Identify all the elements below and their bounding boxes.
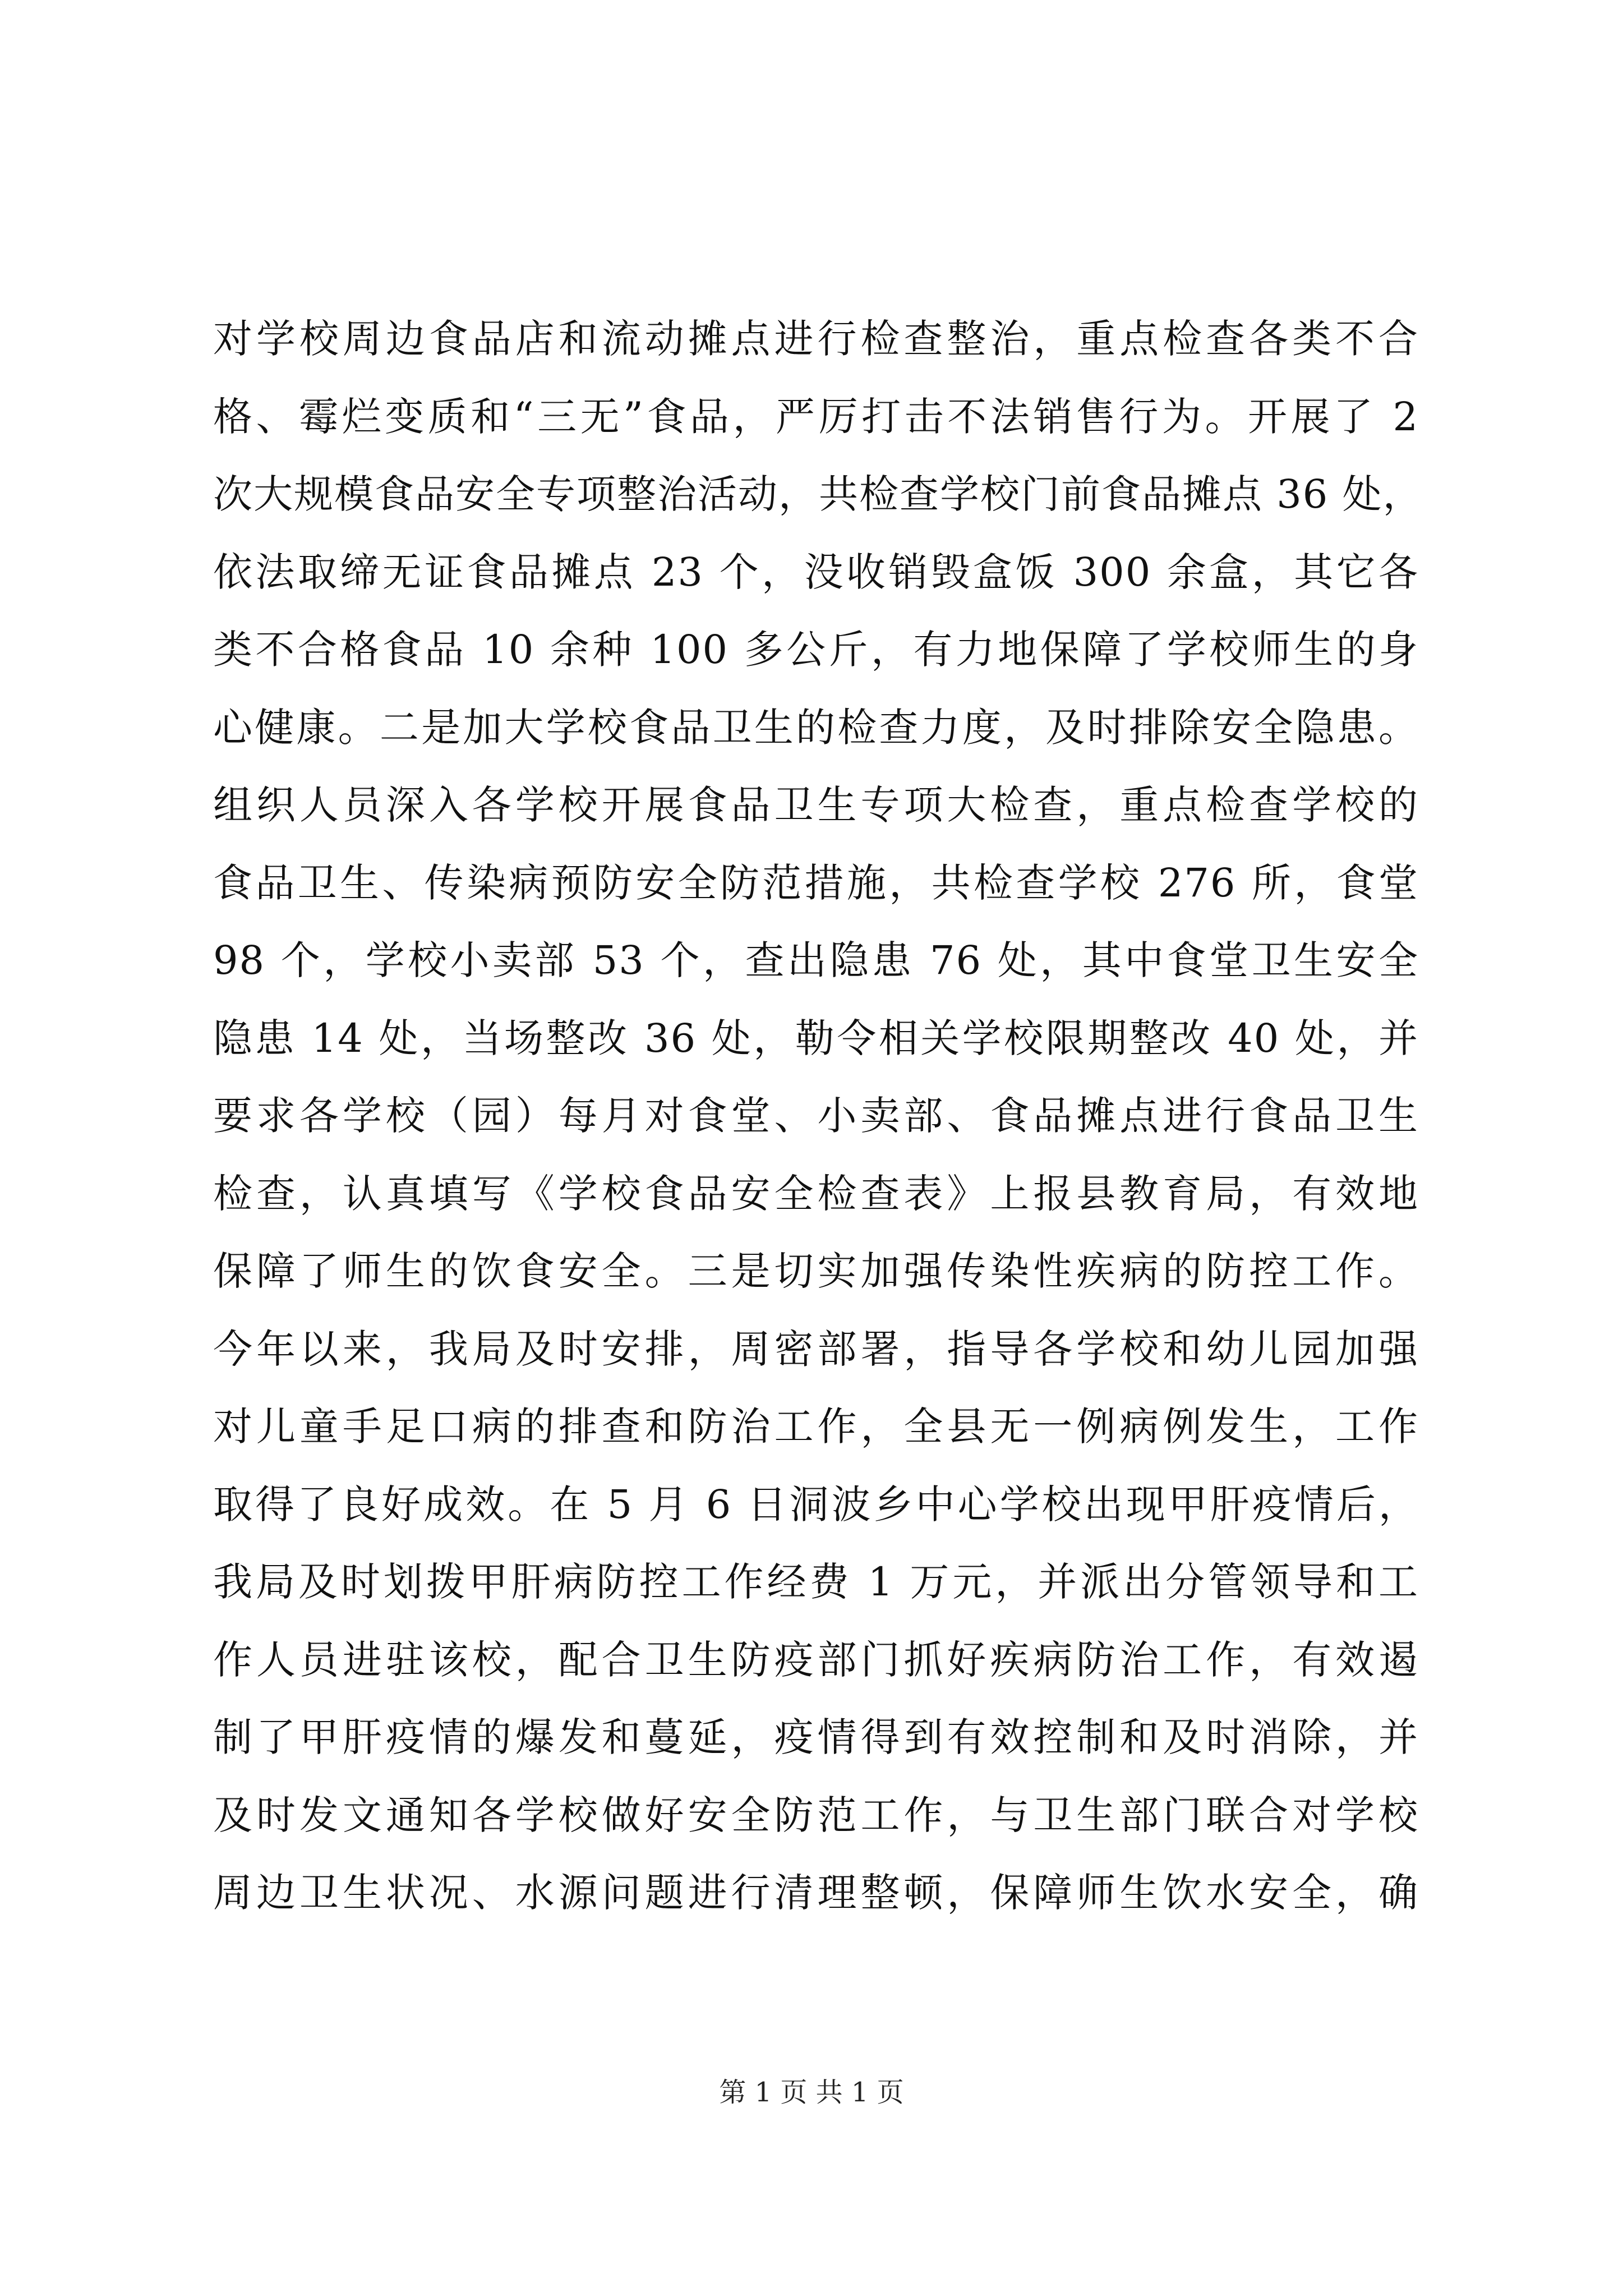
body-text (213, 300, 1423, 1932)
text-line: 保障了师生的饮食安全。三是切实加强传染性疾病的防控工作。 (213, 1248, 1419, 1294)
text-line: 及时发文通知各学校做好安全防范工作，与卫生部门联合对学校 (213, 1792, 1419, 1838)
text-line: 食品卫生、传染病预防安全防范措施，共检查学校 276 所，食堂 (213, 859, 1419, 906)
text-line: 作人员进驻该校，配合卫生防疫部门抓好疾病防治工作，有效遏 (213, 1636, 1419, 1683)
text-line: 检查，认真填写《学校食品安全检查表》上报县教育局，有效地 (213, 1170, 1419, 1217)
text-line: 隐患 14 处，当场整改 36 处，勒令相关学校限期整改 40 处，并 (213, 1015, 1419, 1061)
text-line: 依法取缔无证食品摊点 23 个，没收销毁盒饭 300 余盒，其它各 (213, 549, 1419, 595)
page-footer: 第 1 页 共 1 页 (719, 2077, 904, 2108)
text-line: 今年以来，我局及时安排，周密部署，指导各学校和幼儿园加强 (213, 1326, 1419, 1372)
text-line: 要求各学校（园）每月对食堂、小卖部、食品摊点进行食品卫生 (213, 1093, 1419, 1139)
text-line: 对儿童手足口病的排查和防治工作，全县无一例病例发生，工作 (213, 1404, 1419, 1450)
text-line: 周边卫生状况、水源问题进行清理整顿，保障师生饮水安全，确 (213, 1870, 1419, 1916)
text-line: 组织人员深入各学校开展食品卫生专项大检查，重点检查学校的 (213, 782, 1419, 828)
text-line: 对学校周边食品店和流动摊点进行检查整治，重点检查各类不合 (213, 316, 1419, 362)
text-line: 类不合格食品 10 余种 100 多公斤，有力地保障了学校师生的身 (213, 627, 1419, 673)
text-line: 制了甲肝疫情的爆发和蔓延，疫情得到有效控制和及时消除，并 (213, 1714, 1419, 1760)
text-line: 取得了良好成效。在 5 月 6 日洞波乡中心学校出现甲肝疫情后， (213, 1481, 1419, 1527)
text-line: 格、霉烂变质和“三无”食品，严厉打击不法销售行为。开展了 2 (213, 393, 1419, 440)
text-line: 98 个，学校小卖部 53 个，查出隐患 76 处，其中食堂卫生安全 (213, 937, 1419, 983)
text-line: 次大规模食品安全专项整治活动，共检查学校门前食品摊点 36 处， (213, 471, 1423, 517)
text-line: 我局及时划拨甲肝病防控工作经费 1 万元，并派出分管领导和工 (213, 1559, 1419, 1605)
text-line: 心健康。二是加大学校食品卫生的检查力度，及时排除安全隐患。 (213, 704, 1419, 751)
